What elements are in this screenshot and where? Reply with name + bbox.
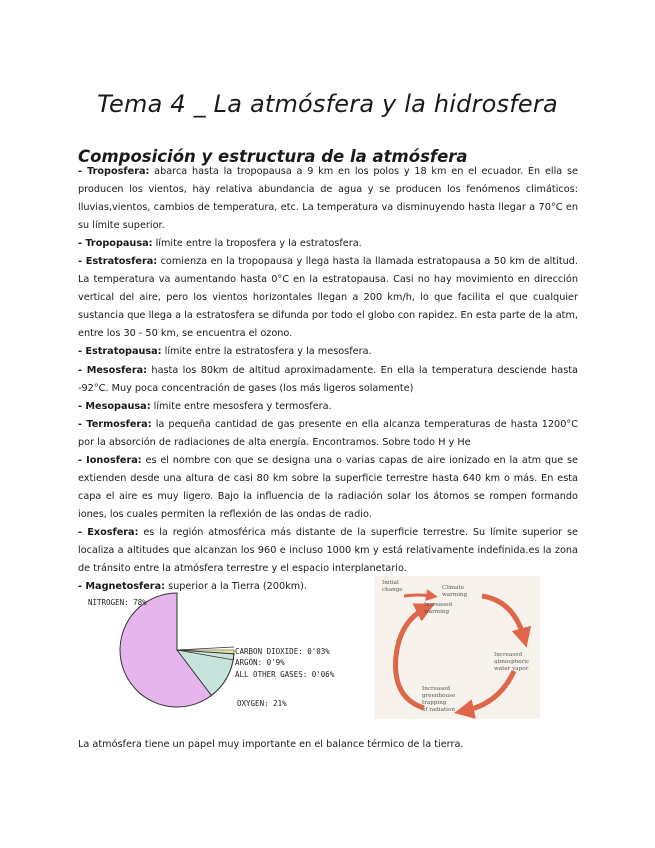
page-title: Tema 4 _ La atmósfera y la hidrosfera: [97, 90, 558, 119]
term-label: - Magnetosfera:: [78, 581, 165, 593]
oxygen-label: OXYGEN: 21%: [237, 699, 287, 708]
term-label: - Exosfera:: [78, 526, 139, 538]
other-gases-label: ALL OTHER GASES: 0'06%: [235, 670, 335, 679]
term-label: - Mesosfera:: [78, 364, 148, 376]
term-label: - Ionosfera:: [78, 454, 142, 466]
term-label: - Estratosfera:: [78, 256, 158, 268]
increased-vapor-label: Increased atmospheric water vapor: [494, 652, 530, 672]
nitrogen-label: NITROGEN: 78%: [88, 598, 147, 607]
paragraph-exosfera: [78, 524, 578, 578]
term-text: comienza en la tropopausa y llega hasta la llamada estratopausa a 50 km de altitud. La temperatura va aumentando hasta 0°C en la estratopausa. Casi no hay movimiento en dirección vertical del aire, pero los vientos horizontales llegan a 200 km/h, lo que facilita el que cualquier sustancia que llega a la estratosfera se difunda por todo el globo con rapidez. En esta parte de la atm, entre los 30 - 50 km, se encuentra el ozono.: [78, 256, 578, 340]
paragraph-tropopausa: [78, 235, 578, 253]
term-text: hasta los 80km de altitud aproximadamente. En ella la temperatura desciende hasta -92°C. Muy poca concentración de gases (los más ligeros solamente): [78, 364, 578, 394]
term-text: es la región atmosférica más distante de la superficie terrestre. Su límite superior se localiza a altitudes que alcanzan los 960 e incluso 1000 km y está relativamente indefinida.es la zona de tránsito entre la atmósfera terrestre y el espacio interplanetario.: [78, 526, 579, 575]
body-text: [78, 163, 578, 596]
term-label: - Troposfera:: [78, 166, 150, 177]
paragraph-estratosfera: [78, 253, 578, 343]
paragraph-termosfera: [78, 416, 578, 452]
paragraph-mesosfera: [78, 362, 578, 398]
argon-label: ARGON: 0'9%: [235, 658, 285, 667]
term-text: es el nombre con que se designa una o varias capas de aire ionizado en la atm que se extienden desde una altura de casi 80 km sobre la superficie terrestre hasta 640 km o más. En esta capa el aire es muy ligero. Bajo la influencia de la radiación solar los átomos se rompen formando iones, los cuales permiten la reflexión de las ondas de radio.: [78, 454, 578, 520]
pie-svg: [84, 590, 335, 716]
carbon-label: CARBON DIOXIDE: 0'03%: [235, 647, 330, 656]
carbon-leader-line: [177, 647, 234, 650]
initial-arrow: [404, 595, 432, 596]
term-text: límite entre la estratosfera y la mesosfera.: [161, 346, 372, 358]
section-heading: Composición y estructura de la atmósfera: [78, 146, 468, 166]
term-text: límite entre mesosfera y termosfera.: [150, 400, 332, 412]
term-label: - Termosfera:: [78, 418, 152, 430]
climate-warming-label: Climate warming: [442, 585, 468, 598]
arrow-right: [482, 596, 524, 638]
paragraph-ionosfera: [78, 452, 578, 524]
increased-warming-label: Increased warming: [424, 602, 453, 615]
term-text: límite entre la troposfera y la estratosfera.: [152, 238, 362, 250]
feedback-cycle-diagram: [374, 576, 540, 719]
term-text: superior a la Tierra (200km).: [165, 581, 308, 593]
caption: La atmósfera tiene un papel muy importante en el balance térmico de la tierra.: [78, 738, 464, 750]
paragraph-troposfera: [78, 163, 578, 235]
increased-trapping-label: Increased greenhouse trapping of radiation: [422, 686, 456, 713]
paragraph-mesopausa: [78, 398, 578, 416]
term-text: abarca hasta la tropopausa a 9 km en los polos y 18 km en el ecuador. En ella se producen los vientos, hay relativa abundancia de agua y se producen los fenómenos climáticos: lluvias,vientos, cambios de temperatura, etc. La temperatura va disminuyendo hasta llegar a 70°C en su límite superior.: [78, 166, 578, 232]
composition-pie-chart: [84, 590, 335, 716]
term-text: la pequeña cantidad de gas presente en ella alcanza temperaturas de hasta 1200°C por la absorción de radiaciones de alta energía. Encontramos. Sobre todo H y He: [78, 418, 578, 448]
initial-change-label: Initial change: [382, 580, 403, 593]
term-label: - Mesopausa:: [78, 400, 151, 412]
term-label: - Estratopausa:: [78, 346, 162, 358]
term-label: - Tropopausa:: [78, 238, 153, 250]
arrow-bottom: [464, 671, 514, 711]
paragraph-estratopausa: [78, 343, 578, 361]
cycle-svg: [374, 576, 540, 719]
